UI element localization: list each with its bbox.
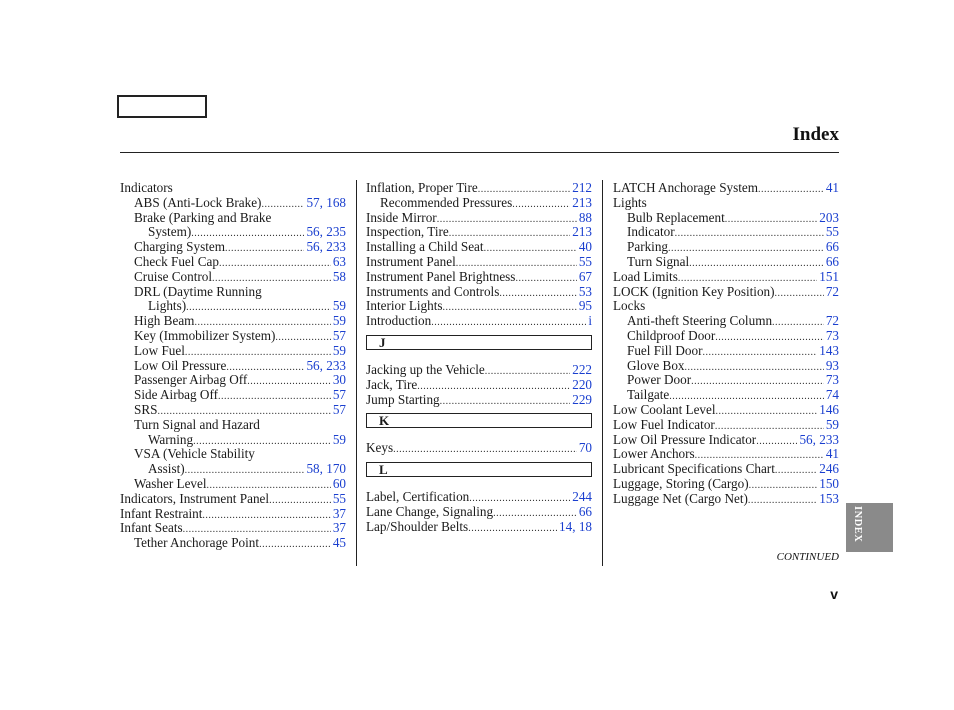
index-entry[interactable] — [366, 299, 592, 314]
page-reference-link[interactable]: 57, 168 — [306, 194, 346, 210]
dot-leader — [247, 375, 331, 390]
index-entry[interactable] — [120, 373, 346, 388]
page-reference-link[interactable]: 45 — [332, 535, 346, 551]
index-entry[interactable] — [613, 447, 839, 462]
dot-leader — [431, 316, 586, 331]
index-entry[interactable] — [366, 505, 592, 520]
page-reference-link[interactable]: 213 — [572, 224, 592, 240]
index-entry[interactable] — [366, 211, 592, 226]
page-reference-link[interactable]: 37 — [332, 505, 346, 521]
index-entry[interactable] — [613, 225, 839, 240]
index-entry[interactable] — [120, 477, 346, 492]
page-reference-link[interactable]: 59 — [332, 431, 346, 447]
entry-label: Lap/Shoulder Belts — [366, 518, 469, 534]
index-entry[interactable] — [120, 359, 346, 374]
page-reference-link[interactable]: 229 — [572, 391, 592, 407]
page-reference-link[interactable]: 72 — [825, 283, 839, 299]
index-entry[interactable] — [120, 536, 346, 551]
dot-leader — [499, 287, 576, 302]
entry-label: Check Fuel Cap — [134, 253, 219, 269]
index-column-3 — [613, 181, 839, 507]
page-title: Index — [792, 124, 839, 145]
index-entry[interactable] — [120, 462, 346, 477]
page-reference-link[interactable]: 58, 170 — [306, 461, 346, 477]
index-column-1 — [120, 181, 346, 551]
index-entry[interactable] — [366, 363, 592, 378]
entry-label: Bulb Replacement — [627, 209, 725, 225]
index-entry[interactable] — [120, 255, 346, 270]
entry-label: High Beam — [134, 313, 195, 329]
entry-label: Power Door — [627, 372, 692, 388]
index-entry — [120, 418, 346, 433]
dot-leader — [775, 287, 824, 302]
entry-label: Cruise Control — [134, 268, 213, 284]
index-entry[interactable] — [366, 225, 592, 240]
dot-leader — [417, 380, 570, 395]
page-reference-link[interactable]: 143 — [819, 342, 839, 358]
page-reference-link[interactable]: 53 — [578, 283, 592, 299]
page-reference-link[interactable]: 59 — [332, 313, 346, 329]
page-reference-link[interactable]: 59 — [825, 416, 839, 432]
page-reference-link[interactable]: 63 — [332, 253, 346, 269]
header-blank-box — [117, 95, 207, 118]
page-reference-link[interactable]: 55 — [578, 253, 592, 269]
dot-leader — [202, 509, 330, 524]
entry-label: Indicator — [627, 224, 675, 240]
index-entry[interactable] — [613, 373, 839, 388]
dot-leader — [689, 257, 824, 272]
dot-leader — [772, 316, 824, 331]
page-reference-link[interactable]: 59 — [332, 298, 346, 314]
entry-label: Lubricant Specifications Chart — [613, 461, 775, 477]
index-entry[interactable] — [120, 270, 346, 285]
continued-label: CONTINUED — [776, 551, 839, 563]
entry-label: Tether Anchorage Point — [134, 535, 260, 551]
page-reference-link[interactable]: 56, 233 — [306, 357, 346, 373]
index-entry[interactable] — [613, 329, 839, 344]
dot-leader — [186, 301, 331, 316]
page-reference-link[interactable]: 56, 233 — [799, 431, 839, 447]
dot-leader — [756, 435, 797, 450]
page-reference-link[interactable]: 41 — [825, 446, 839, 462]
page-reference-link[interactable]: 30 — [332, 372, 346, 388]
index-entry[interactable] — [613, 388, 839, 403]
letter-heading: K — [366, 413, 592, 428]
index-entry[interactable] — [613, 359, 839, 374]
entry-label: Lane Change, Signaling — [366, 503, 494, 519]
dot-leader — [685, 361, 824, 376]
entry-label: Turn Signal and Hazard — [134, 416, 260, 432]
dot-leader — [668, 242, 824, 257]
dot-leader — [725, 213, 817, 228]
index-entry[interactable] — [366, 196, 592, 211]
entry-label: Indicators — [120, 180, 173, 195]
index-entry — [120, 211, 346, 226]
entry-label: Brake (Parking and Brake — [134, 209, 272, 225]
dot-leader — [715, 331, 824, 346]
entry-label: Infant Restraint — [120, 505, 203, 521]
entry-label: Key (Immobilizer System) — [134, 327, 276, 343]
page-reference-link[interactable]: 146 — [819, 401, 839, 417]
index-entry — [613, 299, 839, 314]
index-entry[interactable] — [613, 492, 839, 507]
page-reference-link[interactable]: 212 — [572, 180, 592, 195]
index-entry — [120, 181, 346, 196]
entry-label: Inspection, Tire — [366, 224, 449, 240]
entry-label: Charging System — [134, 239, 225, 255]
dot-leader — [758, 183, 824, 198]
index-entry[interactable] — [613, 285, 839, 300]
entry-label: Parking — [627, 239, 669, 255]
entry-label: Lower Anchors — [613, 446, 695, 462]
entry-label: Luggage, Storing (Cargo) — [613, 475, 749, 491]
index-entry[interactable] — [120, 433, 346, 448]
dot-leader — [485, 365, 570, 380]
letter-heading: J — [366, 335, 592, 350]
index-entry[interactable] — [120, 196, 346, 211]
index-entry[interactable] — [366, 255, 592, 270]
page-reference-link[interactable]: 150 — [819, 475, 839, 491]
index-entry[interactable] — [613, 255, 839, 270]
index-entry[interactable] — [613, 181, 839, 196]
index-entry[interactable] — [120, 225, 346, 240]
entry-label: Label, Certification — [366, 489, 470, 505]
page-reference-link[interactable]: 66 — [825, 239, 839, 255]
index-entry[interactable] — [366, 181, 592, 196]
entry-label: Fuel Fill Door — [627, 342, 703, 358]
index-entry[interactable] — [613, 462, 839, 477]
entry-label: Interior Lights — [366, 298, 443, 314]
index-entry[interactable] — [120, 521, 346, 536]
index-entry[interactable] — [613, 477, 839, 492]
index-entry[interactable] — [366, 378, 592, 393]
index-entry[interactable] — [366, 520, 592, 535]
index-column-2 — [366, 181, 592, 535]
index-entry[interactable] — [120, 403, 346, 418]
page-reference-link[interactable]: 58 — [332, 268, 346, 284]
dot-leader — [748, 494, 817, 509]
index-entry — [120, 447, 346, 462]
dot-leader — [440, 395, 571, 410]
page-reference-link[interactable]: 70 — [578, 440, 592, 456]
index-entry[interactable] — [366, 270, 592, 285]
entry-label: Installing a Child Seat — [366, 239, 484, 255]
page-reference-link[interactable]: 93 — [825, 357, 839, 373]
page-reference-link[interactable]: 56, 233 — [306, 239, 346, 255]
index-entry[interactable] — [613, 314, 839, 329]
entry-label: Side Airbag Off — [134, 387, 218, 403]
entry-label: Glove Box — [627, 357, 685, 373]
dot-leader — [269, 494, 331, 509]
entry-label: Infant Seats — [120, 520, 183, 536]
entry-label: Indicators, Instrument Panel — [120, 490, 270, 506]
index-entry[interactable] — [613, 344, 839, 359]
entry-label: Recommended Pressures — [380, 194, 513, 210]
dot-leader — [275, 331, 330, 346]
index-entry[interactable] — [366, 393, 592, 408]
dot-leader — [691, 375, 824, 390]
page-reference-link[interactable]: 41 — [825, 180, 839, 195]
entry-label: DRL (Daytime Running — [134, 283, 262, 299]
page-reference-link[interactable]: 66 — [578, 503, 592, 519]
entry-label: Luggage Net (Cargo Net) — [613, 490, 748, 506]
entry-label: Warning — [148, 431, 194, 447]
dot-leader — [443, 301, 577, 316]
page-number: v — [830, 586, 838, 602]
index-entry[interactable] — [120, 240, 346, 255]
entry-label: Jump Starting — [366, 391, 440, 407]
index-entry[interactable] — [613, 433, 839, 448]
entry-label: LOCK (Ignition Key Position) — [613, 283, 775, 299]
page-reference-link[interactable]: 66 — [825, 253, 839, 269]
page-reference-link[interactable]: 57 — [332, 327, 346, 343]
entry-label: Turn Signal — [627, 253, 690, 269]
page-reference-link[interactable]: 55 — [332, 490, 346, 506]
entry-label: Load Limits — [613, 268, 678, 284]
entry-label: Introduction — [366, 313, 432, 329]
page-reference-link[interactable]: 244 — [572, 489, 592, 505]
entry-label: Tailgate — [627, 387, 670, 403]
page-reference-link[interactable]: 203 — [819, 209, 839, 225]
entry-label: System) — [148, 224, 192, 240]
entry-label: VSA (Vehicle Stability — [134, 446, 255, 462]
entry-label: Low Oil Pressure — [134, 357, 227, 373]
entry-label: Low Fuel Indicator — [613, 416, 715, 432]
index-entry[interactable] — [613, 403, 839, 418]
dot-leader — [749, 479, 818, 494]
page-reference-link[interactable]: i — [588, 313, 592, 329]
entry-label: Anti-theft Steering Column — [627, 313, 773, 329]
page-reference-link[interactable]: 220 — [572, 376, 592, 392]
dot-leader — [437, 213, 577, 228]
index-entry[interactable] — [613, 418, 839, 433]
index-entry[interactable] — [120, 329, 346, 344]
entry-label: Assist) — [148, 461, 185, 477]
index-entry[interactable] — [366, 441, 592, 456]
index-entry[interactable] — [366, 240, 592, 255]
entry-label: Jack, Tire — [366, 376, 418, 392]
page-reference-link[interactable]: 213 — [572, 194, 592, 210]
entry-label: Inside Mirror — [366, 209, 437, 225]
index-entry[interactable] — [366, 314, 592, 329]
page-reference-link[interactable]: 57 — [332, 401, 346, 417]
entry-label: Instruments and Controls — [366, 283, 500, 299]
page-reference-link[interactable]: 95 — [578, 298, 592, 314]
entry-label: Locks — [613, 298, 646, 314]
dot-leader — [219, 257, 331, 272]
entry-label: Lights — [613, 194, 647, 210]
page-reference-link[interactable]: 73 — [825, 327, 839, 343]
dot-leader — [515, 272, 576, 287]
entry-label: Lights) — [148, 298, 187, 314]
index-entry[interactable] — [613, 211, 839, 226]
dot-leader — [512, 198, 570, 213]
column-divider — [602, 180, 603, 566]
entry-label: Keys — [366, 440, 394, 456]
page-reference-link[interactable]: 74 — [825, 387, 839, 403]
page-reference-link[interactable]: 57 — [332, 387, 346, 403]
index-entry[interactable] — [120, 492, 346, 507]
entry-label: SRS — [134, 401, 158, 417]
page-reference-link[interactable]: 151 — [819, 268, 839, 284]
entry-label: LATCH Anchorage System — [613, 180, 759, 195]
page-reference-link[interactable]: 67 — [578, 268, 592, 284]
entry-label: Inflation, Proper Tire — [366, 180, 478, 195]
entry-label: Instrument Panel Brightness — [366, 268, 516, 284]
index-entry[interactable] — [120, 314, 346, 329]
dot-leader — [702, 346, 817, 361]
page-reference-link[interactable]: 153 — [819, 490, 839, 506]
entry-label: Instrument Panel — [366, 253, 456, 269]
entry-label: Jacking up the Vehicle — [366, 361, 485, 377]
dot-leader — [393, 443, 577, 458]
title-rule — [120, 152, 839, 153]
entry-label: Washer Level — [134, 475, 207, 491]
index-entry[interactable] — [366, 490, 592, 505]
page-reference-link[interactable]: 55 — [825, 224, 839, 240]
entry-label: Passenger Airbag Off — [134, 372, 248, 388]
index-entry — [613, 196, 839, 211]
page-reference-link[interactable]: 246 — [819, 461, 839, 477]
index-entry[interactable] — [613, 270, 839, 285]
index-entry[interactable] — [366, 285, 592, 300]
index-entry[interactable] — [120, 299, 346, 314]
page-reference-link[interactable]: 59 — [332, 342, 346, 358]
dot-leader — [468, 522, 557, 537]
entry-label: Low Fuel — [134, 342, 185, 358]
page-reference-link[interactable]: 60 — [332, 475, 346, 491]
letter-heading: L — [366, 462, 592, 477]
dot-leader — [484, 242, 577, 257]
page-reference-link[interactable]: 88 — [578, 209, 592, 225]
dot-leader — [225, 242, 304, 257]
column-divider — [356, 180, 357, 566]
entry-label: Childproof Door — [627, 327, 716, 343]
index-entry[interactable] — [120, 388, 346, 403]
dot-leader — [218, 390, 331, 405]
entry-label: ABS (Anti-Lock Brake) — [134, 194, 262, 210]
page-reference-link[interactable]: 222 — [572, 361, 592, 377]
page-reference-link[interactable]: 37 — [332, 520, 346, 536]
index-entry[interactable] — [120, 344, 346, 359]
dot-leader — [675, 227, 824, 242]
entry-label: Low Coolant Level — [613, 401, 716, 417]
section-tab-label: INDEX — [852, 506, 863, 543]
index-entry[interactable] — [120, 507, 346, 522]
page-reference-link[interactable]: 40 — [578, 239, 592, 255]
dot-leader — [259, 538, 331, 553]
index-entry[interactable] — [613, 240, 839, 255]
dot-leader — [775, 464, 817, 479]
page-reference-link[interactable]: 73 — [825, 372, 839, 388]
page-reference-link[interactable]: 72 — [825, 313, 839, 329]
page-reference-link[interactable]: 14, 18 — [559, 518, 592, 534]
index-entry — [120, 285, 346, 300]
entry-label: Low Oil Pressure Indicator — [613, 431, 757, 447]
dot-leader — [716, 405, 818, 420]
page-reference-link[interactable]: 56, 235 — [306, 224, 346, 240]
